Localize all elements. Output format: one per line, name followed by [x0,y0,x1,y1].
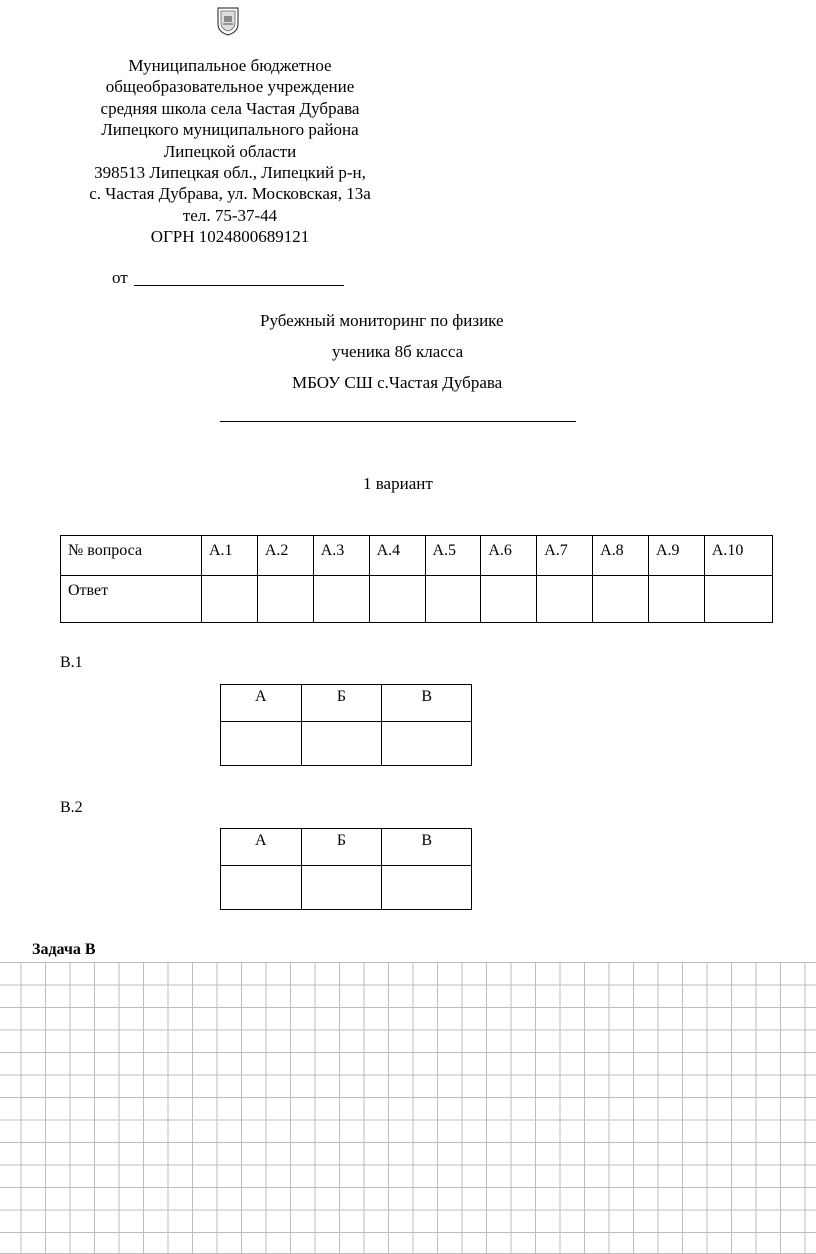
table-row [221,685,472,722]
question-cell: А.2 [257,536,313,576]
org-line: Липецкой области [163,141,297,161]
answer-cell[interactable] [704,576,772,623]
question-cell: А.6 [481,536,537,576]
answer-row-label: Ответ [61,576,202,623]
question-cell: А.1 [202,536,258,576]
task-b-label: Задача В [32,941,96,958]
table-row [61,536,773,576]
answer-cell[interactable] [649,576,705,623]
question-cell: А.8 [593,536,649,576]
organization-block [60,55,400,248]
answer-cell[interactable] [593,576,649,623]
b2-answer-table [220,828,472,910]
graph-paper-area[interactable] [0,962,816,1254]
column-header: Б [301,829,382,866]
question-cell: А.3 [313,536,369,576]
answer-cell[interactable] [301,722,382,766]
answer-cell[interactable] [481,576,537,623]
answer-cell[interactable] [221,866,302,910]
org-line: ОГРН 1024800689121 [150,227,310,247]
org-line: общеобразовательное учреждение [105,77,355,97]
answer-cell[interactable] [301,866,382,910]
student-class-line: ученика 8б класса [332,342,464,361]
column-header: Б [301,685,382,722]
answer-cell[interactable] [257,576,313,623]
column-header: А [221,829,302,866]
answers-table [60,535,773,623]
answer-cell[interactable] [425,576,481,623]
org-line: 398513 Липецкая обл., Липецкий р-н, [94,163,366,183]
question-cell: А.9 [649,536,705,576]
org-line: Липецкого муниципального района [101,120,359,140]
question-cell: А.4 [369,536,425,576]
answer-cell[interactable] [313,576,369,623]
question-number-header: № вопроса [61,536,202,576]
answer-cell[interactable] [382,866,472,910]
section-b2-label: В.2 [60,799,83,816]
document-title: Рубежный мониторинг по физике [260,311,504,330]
table-row [221,829,472,866]
coat-of-arms-icon [216,6,240,36]
question-cell: А.7 [537,536,593,576]
answer-cell[interactable] [202,576,258,623]
variant-label: 1 вариант [363,474,433,493]
b1-answer-table [220,684,472,766]
from-fill-line[interactable] [134,285,344,286]
column-header: А [221,685,302,722]
org-line: с. Частая Дубрава, ул. Московская, 13а [89,184,371,204]
school-name-line: МБОУ СШ с.Частая Дубрава [292,373,503,392]
answer-cell[interactable] [369,576,425,623]
answer-cell[interactable] [537,576,593,623]
question-cell: А.10 [704,536,772,576]
answer-cell[interactable] [221,722,302,766]
org-line: тел. 75-37-44 [182,205,278,225]
student-name-fill-line[interactable] [220,421,576,422]
answer-cell[interactable] [382,722,472,766]
table-row [221,866,472,910]
from-label: от [112,268,128,287]
table-row [221,722,472,766]
org-line: средняя школа села Частая Дубрава [100,98,360,118]
column-header: В [382,685,472,722]
table-row [61,576,773,623]
question-cell: А.5 [425,536,481,576]
column-header: В [382,829,472,866]
org-line: Муниципальное бюджетное [128,56,332,75]
section-b1-label: В.1 [60,654,83,671]
